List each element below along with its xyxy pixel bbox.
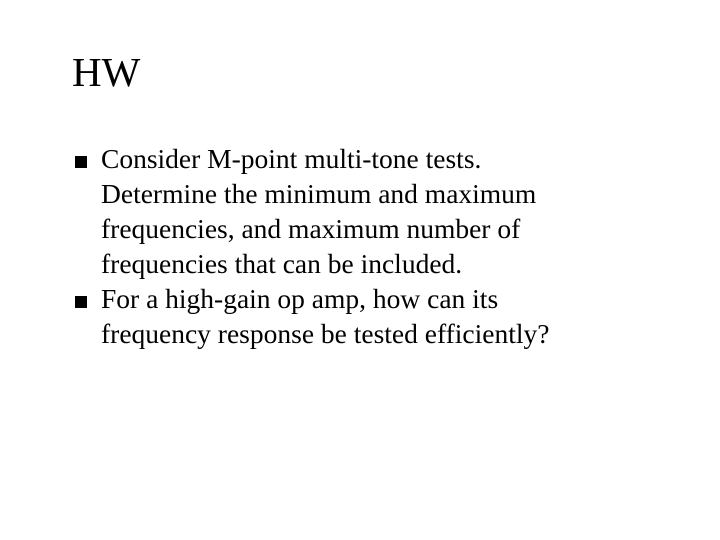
bullet-text-line: For a high-gain op amp, how can its (101, 283, 499, 314)
bullet-item-multitone (72, 141, 672, 281)
bullet-text-line: frequency response be tested efficiently? (101, 318, 550, 349)
bullet-text-line: frequencies, and maximum number of (101, 213, 521, 244)
bullet-text-line: frequencies that can be included. (101, 248, 463, 279)
square-bullet-icon (73, 154, 89, 170)
bullet-list (72, 141, 672, 351)
slide-title: HW (72, 49, 141, 95)
square-bullet-icon (73, 294, 89, 310)
bullet-item-op-amp (72, 281, 672, 351)
bullet-text-line: Determine the minimum and maximum (101, 178, 537, 209)
bullet-text-line: Consider M-point multi-tone tests. (101, 143, 482, 174)
